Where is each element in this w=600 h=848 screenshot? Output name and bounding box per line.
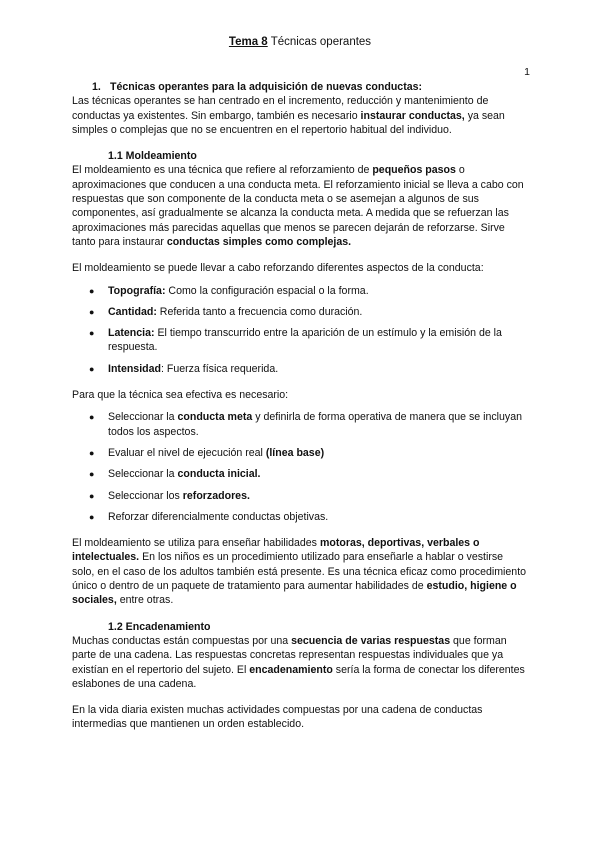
text-run: Seleccionar la: [108, 468, 178, 481]
section-1-1-paragraph-4: [72, 536, 528, 607]
bullet-icon: ●: [89, 328, 95, 339]
text-run: El moldeamiento se utiliza para enseñar habilidades: [72, 537, 320, 550]
text-run: Muchas conductas están compuestas por una: [72, 634, 292, 647]
list-item: [72, 284, 528, 298]
bold-run: instaurar conductas,: [360, 109, 465, 122]
page-number: 1: [524, 66, 530, 78]
text-run: ya sean simples o complejas que no se encuentren en el repertorio habitual del individuo.: [72, 109, 505, 136]
bold-run: Intensidad: [108, 362, 161, 375]
bold-run: encadenamiento: [249, 663, 333, 676]
bullet-icon: ●: [89, 306, 95, 317]
text-run: entre otras.: [116, 594, 174, 607]
bold-run: (línea base): [265, 446, 325, 459]
text-run: : Fuerza física requerida.: [160, 362, 279, 375]
list-item: [72, 362, 528, 376]
bullet-icon: ●: [89, 511, 95, 522]
section-1-paragraph: [72, 94, 528, 137]
section-1-1-paragraph-2: El moldeamiento se puede llevar a cabo reforzando diferentes aspectos de la conducta:: [72, 262, 484, 275]
bullet-icon: ●: [89, 469, 95, 480]
bullet-icon: ●: [89, 363, 95, 374]
list-item: [72, 446, 528, 460]
section-1-number: 1.: [92, 81, 101, 93]
steps-list: [72, 410, 528, 524]
aspects-list: [72, 284, 528, 376]
text-run: Seleccionar los: [108, 489, 183, 502]
bold-run: conductas simples como complejas.: [166, 235, 352, 248]
text-run: Reforzar diferencialmente conductas objetivas.: [108, 510, 329, 523]
list-item: [72, 489, 528, 503]
text-run: El tiempo transcurrido entre la aparición de un estímulo y la emisión de la respuesta.: [108, 327, 502, 354]
section-1-1-paragraph-1: [72, 163, 528, 249]
bold-run: pequeños pasos: [372, 164, 456, 177]
document-body: [72, 80, 528, 732]
bold-run: reforzadores.: [182, 489, 250, 502]
bold-run: secuencia de varias respuestas: [291, 634, 451, 647]
text-run: que forman parte de una cadena. Las respuestas concretas representan respuestas individuales que ya existían en el repertorio del sujeto. El: [72, 634, 507, 676]
bold-run: Topografía:: [108, 284, 166, 297]
bold-run: Cantidad:: [108, 305, 157, 318]
section-1-heading-text: Técnicas operantes para la adquisición de nuevas conductas:: [110, 81, 423, 93]
section-1-1-heading: 1.1 Moldeamiento: [108, 150, 197, 163]
section-1-2-paragraph-2: En la vida diaria existen muchas actividades compuestas por una cadena de conductas intermedias que mantienen un orden establecido.: [72, 704, 483, 731]
bullet-icon: ●: [89, 412, 95, 423]
bullet-icon: ●: [89, 285, 95, 296]
document-title: [0, 36, 600, 48]
text-run: Referida tanto a frecuencia como duración.: [156, 305, 363, 318]
text-run: Las técnicas operantes se han centrado en el incremento, reducción y mantenimiento de conductas ya existentes. Sin embargo, también es necesario: [72, 95, 489, 122]
section-1-2-paragraph-1: [72, 634, 528, 691]
section-1-2-heading: 1.2 Encadenamiento: [108, 620, 211, 633]
section-1-1-paragraph-3: Para que la técnica sea efectiva es necesario:: [72, 389, 289, 402]
bullet-icon: ●: [89, 447, 95, 458]
tema-label: Tema 8: [228, 36, 268, 48]
bold-run: motoras, deportivas, verbales o intelectuales.: [72, 537, 480, 564]
list-item: [72, 510, 528, 524]
text-run: En los niños es un procedimiento utilizado para enseñarle a hablar o vestirse solo, en el caso de los adultos también está presente. Es una técnica eficaz como procedimiento único o dentro de un paquete de tratamiento para aumentar habilidades de: [72, 551, 527, 593]
tema-title: Técnicas operantes: [267, 36, 372, 48]
bold-run: Latencia:: [108, 327, 155, 340]
text-run: Evaluar el nivel de ejecución real: [108, 446, 266, 459]
text-run: Seleccionar la: [108, 411, 178, 424]
list-item: [72, 467, 528, 481]
bullet-icon: ●: [89, 490, 95, 501]
bold-run: conducta meta: [177, 411, 253, 424]
text-run: sería la forma de conectar los diferentes eslabones de una cadena.: [72, 663, 525, 690]
text-run: y definirla de forma operativa de manera que se incluyan todos los aspectos.: [108, 411, 522, 438]
list-item: [72, 326, 528, 355]
list-item: [72, 410, 528, 439]
text-run: o aproximaciones que conducen a una conducta meta. El reforzamiento inicial se lleva a cabo con respuestas que son componente de la conducta meta o se asemejan a algunos de sus componentes, así gradualmente se alcanza la conducta meta. A medida que se refuerzan las aproximaciones más parecidas aquellas que menos se parecen dejarán de reforzarse. Sirve tanto para instaurar: [72, 164, 524, 248]
list-item: [72, 305, 528, 319]
section-1-heading: [92, 80, 528, 94]
text-run: Como la configuración espacial o la forma.: [165, 284, 369, 297]
bold-run: conducta inicial.: [177, 468, 261, 481]
text-run: El moldeamiento es una técnica que refiere al reforzamiento de: [72, 164, 373, 177]
bold-run: estudio, higiene o sociales,: [72, 580, 517, 607]
